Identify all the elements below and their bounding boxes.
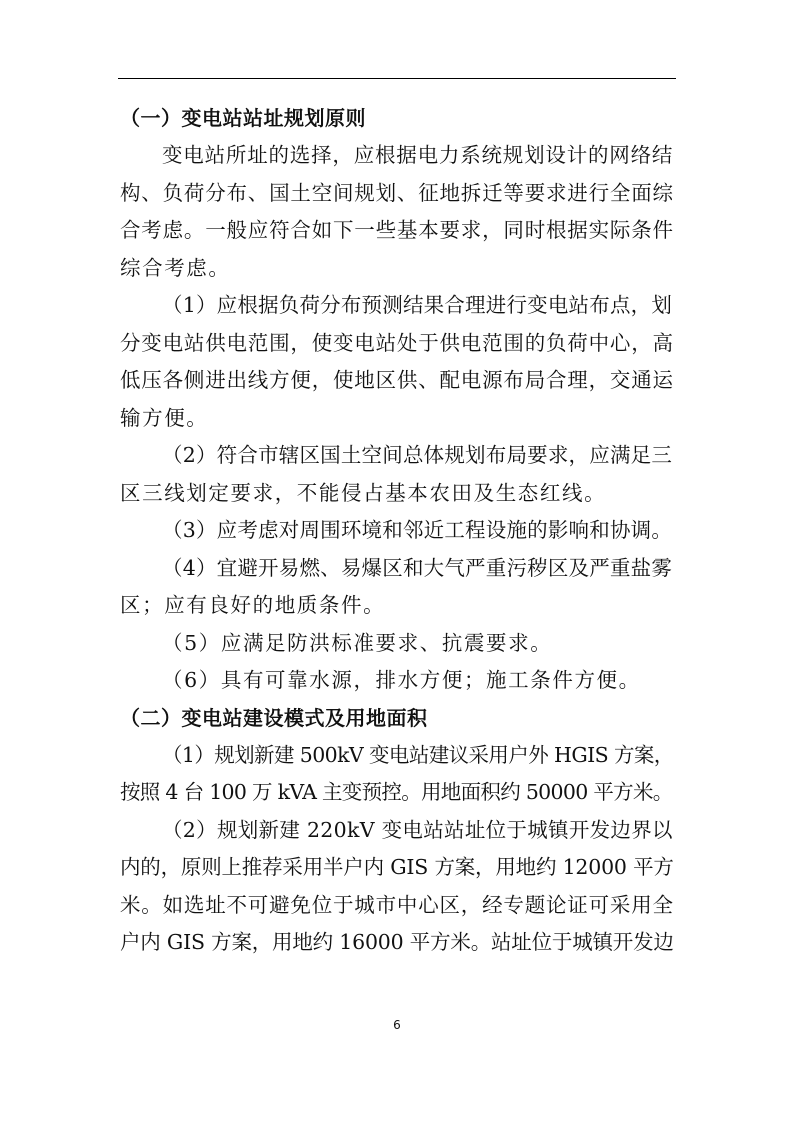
text-line: （3）应考虑对周围环境和邻近工程设施的影响和协调。 — [162, 518, 673, 542]
text-line: 构、负荷分布、国土空间规划、征地拆迁等要求进行全面综 — [120, 180, 674, 205]
mode-item-2 — [120, 812, 674, 962]
principle-item-2 — [120, 437, 674, 512]
text-line: 区三线划定要求，不能侵占基本农田及生态红线。 — [120, 480, 607, 505]
mode-item-1 — [120, 737, 674, 812]
text-line: 合考虑。一般应符合如下一些基本要求，同时根据实际条件 — [120, 218, 674, 242]
text-line: （1）应根据负荷分布预测结果合理进行变电站布点，划 — [162, 293, 673, 317]
text-line: 按照 4 台 100 万 kVA 主变预控。用地面积约 50000 平方米。 — [120, 780, 673, 804]
text-line: （1）规划新建 500kV 变电站建议采用户外 HGIS 方案， — [162, 742, 674, 767]
text-line: （4）宜避开易燃、易爆区和大气严重污秽区及严重盐雾 — [162, 555, 673, 580]
section-heading-site-principles: （一）变电站站址规划原则 — [120, 106, 366, 130]
intro-paragraph — [120, 137, 674, 287]
text-line: （6）具有可靠水源，排水方便；施工条件方便。 — [162, 668, 641, 692]
principle-item-6 — [120, 662, 674, 700]
principle-item-5 — [120, 625, 674, 663]
principle-item-4 — [120, 550, 674, 625]
text-line: 变电站所址的选择，应根据电力系统规划设计的网络结 — [162, 143, 674, 167]
text-line: 低压各侧进出线方便，使地区供、配电源布局合理，交通运 — [120, 368, 674, 392]
text-line: 分变电站供电范围，使变电站处于供电范围的负荷中心，高 — [120, 330, 674, 355]
text-line: 米。如选址不可避免位于城市中心区，经专题论证可采用全 — [120, 892, 674, 917]
text-line: （5）应满足防洪标准要求、抗震要求。 — [162, 630, 553, 655]
principle-item-3 — [120, 512, 674, 550]
section-heading-construction-mode: （二）变电站建设模式及用地面积 — [120, 705, 428, 730]
text-line: （2）符合市辖区国土空间总体规划布局要求，应满足三 — [162, 443, 673, 467]
document-body — [120, 100, 674, 962]
text-line: 内的，原则上推荐采用半户内 GIS 方案，用地约 12000 平方 — [120, 855, 674, 879]
text-line: 区；应有良好的地质条件。 — [120, 593, 386, 617]
text-line: 户内 GIS 方案，用地约 16000 平方米。站址位于城镇开发边 — [120, 930, 674, 954]
text-line: 输方便。 — [120, 405, 209, 430]
header-rule — [118, 78, 676, 79]
text-line: 综合考虑。 — [120, 255, 231, 280]
principle-item-1 — [120, 287, 674, 437]
page-number: 6 — [393, 1018, 401, 1032]
text-line: （2）规划新建 220kV 变电站站址位于城镇开发边界以 — [162, 817, 673, 842]
